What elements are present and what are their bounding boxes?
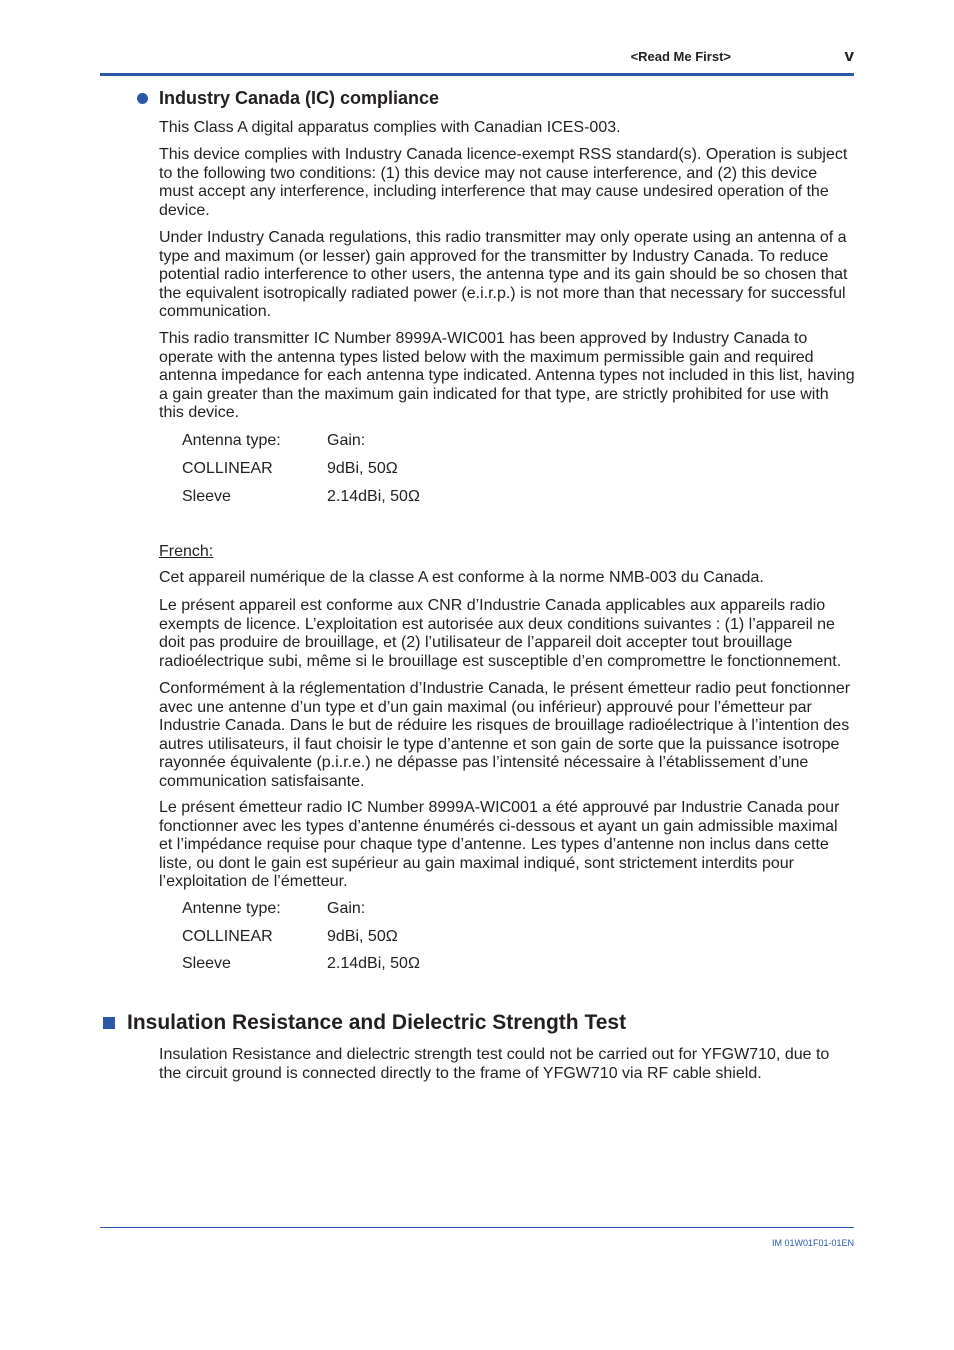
footer-rule	[100, 1227, 854, 1228]
table-header-cell: Gain:	[327, 900, 366, 917]
paragraph: Le présent émetteur radio IC Number 8999A-WIC001 a été approuvé par Industrie Canada pour fonctionner avec les types d’antenne énumérés ci-dessous et ayant un gain admissible maximal et l’impédance requise pour chaque type d’antenne. Les types d’antenne non inclus dans cette liste, ou dont le gain est supérieur au gain maximal indiqué, sont strictement interdits pour l’exploitation de l’émetteur.	[159, 799, 840, 891]
paragraph: This device complies with Industry Canada licence-exempt RSS standard(s). Operation is subject to the following two conditions: (1) this device may not cause interference, and (2) this device must accept any interference, including interference that may cause undesired operation of the device.	[159, 146, 848, 219]
paragraph: Cet appareil numérique de la classe A est conforme à la norme NMB-003 du Canada.	[159, 569, 764, 586]
insulation-heading: Insulation Resistance and Dielectric Strength Test	[127, 1011, 627, 1034]
paragraph: Le présent appareil est conforme aux CNR d’Industrie Canada applicables aux appareils radio exempts de licence. L’exploitation est autorisée aux deux conditions suivantes : (1) l’appareil ne doit pas produire de brouillage, et (2) l’utilisateur de l’appareil doit accepter tout brouillage radioélectrique subi, même si le brouillage est susceptible d’en compromettre le fonctionnement.	[159, 597, 842, 670]
square-bullet-icon	[103, 1017, 115, 1029]
table-cell: Sleeve	[182, 955, 231, 972]
round-bullet-icon	[137, 93, 148, 104]
table-cell: Sleeve	[182, 488, 231, 505]
table-header-cell: Antenne type:	[182, 900, 281, 917]
paragraph: Insulation Resistance and dielectric strength test could not be carried out for YFGW710, due to the circuit ground is connected directly to the frame of YFGW710 via RF cable shield.	[159, 1046, 830, 1082]
table-cell: COLLINEAR	[182, 928, 273, 945]
header-rule	[100, 73, 854, 76]
table-cell: 2.14dBi, 50Ω	[327, 488, 420, 505]
table-header-cell: Antenna type:	[182, 432, 281, 449]
french-label: French:	[159, 543, 214, 560]
paragraph: This Class A digital apparatus complies with Canadian ICES-003.	[159, 119, 621, 136]
table-cell: COLLINEAR	[182, 460, 273, 477]
header-title: <Read Me First>	[630, 49, 731, 64]
paragraph: Conformément à la réglementation d’Industrie Canada, le présent émetteur radio peut fonctionner avec une antenne d’un type et d’un gain maximal (ou inférieur) approuvé pour l’émetteur par Industrie Canada. Dans le but de réduire les risques de brouillage radioélectrique à l’intention des autres utilisateurs, il faut choisir le type d’antenne et son gain de sorte que la puissance isotrope rayonnée équivalente (p.i.r.e.) ne dépasse pas l’intensité nécessaire à l’établissement d’une communication satisfaisante.	[159, 680, 851, 790]
table-header-cell: Gain:	[327, 432, 366, 449]
paragraph: Under Industry Canada regulations, this radio transmitter may only operate using an antenna of a type and maximum (or lesser) gain approved for the transmitter by Industry Canada. To reduce potential radio interference to other users, the antenna type and its gain should be so chosen that the equivalent isotropically radiated power (e.i.r.p.) is not more than that necessary for successful communication.	[159, 229, 848, 321]
table-cell: 2.14dBi, 50Ω	[327, 955, 420, 972]
ic-compliance-heading: Industry Canada (IC) compliance	[159, 88, 440, 108]
document-code: IM 01W01F01-01EN	[771, 1238, 854, 1248]
page-number: v	[844, 46, 854, 65]
table-cell: 9dBi, 50Ω	[327, 460, 398, 477]
table-cell: 9dBi, 50Ω	[327, 928, 398, 945]
paragraph: This radio transmitter IC Number 8999A-WIC001 has been approved by Industry Canada to operate with the antenna types listed below with the maximum permissible gain and required antenna impedance for each antenna type indicated. Antenna types not included in this list, having a gain greater than the maximum gain indicated for that type, are strictly prohibited for use with this device.	[159, 330, 855, 422]
